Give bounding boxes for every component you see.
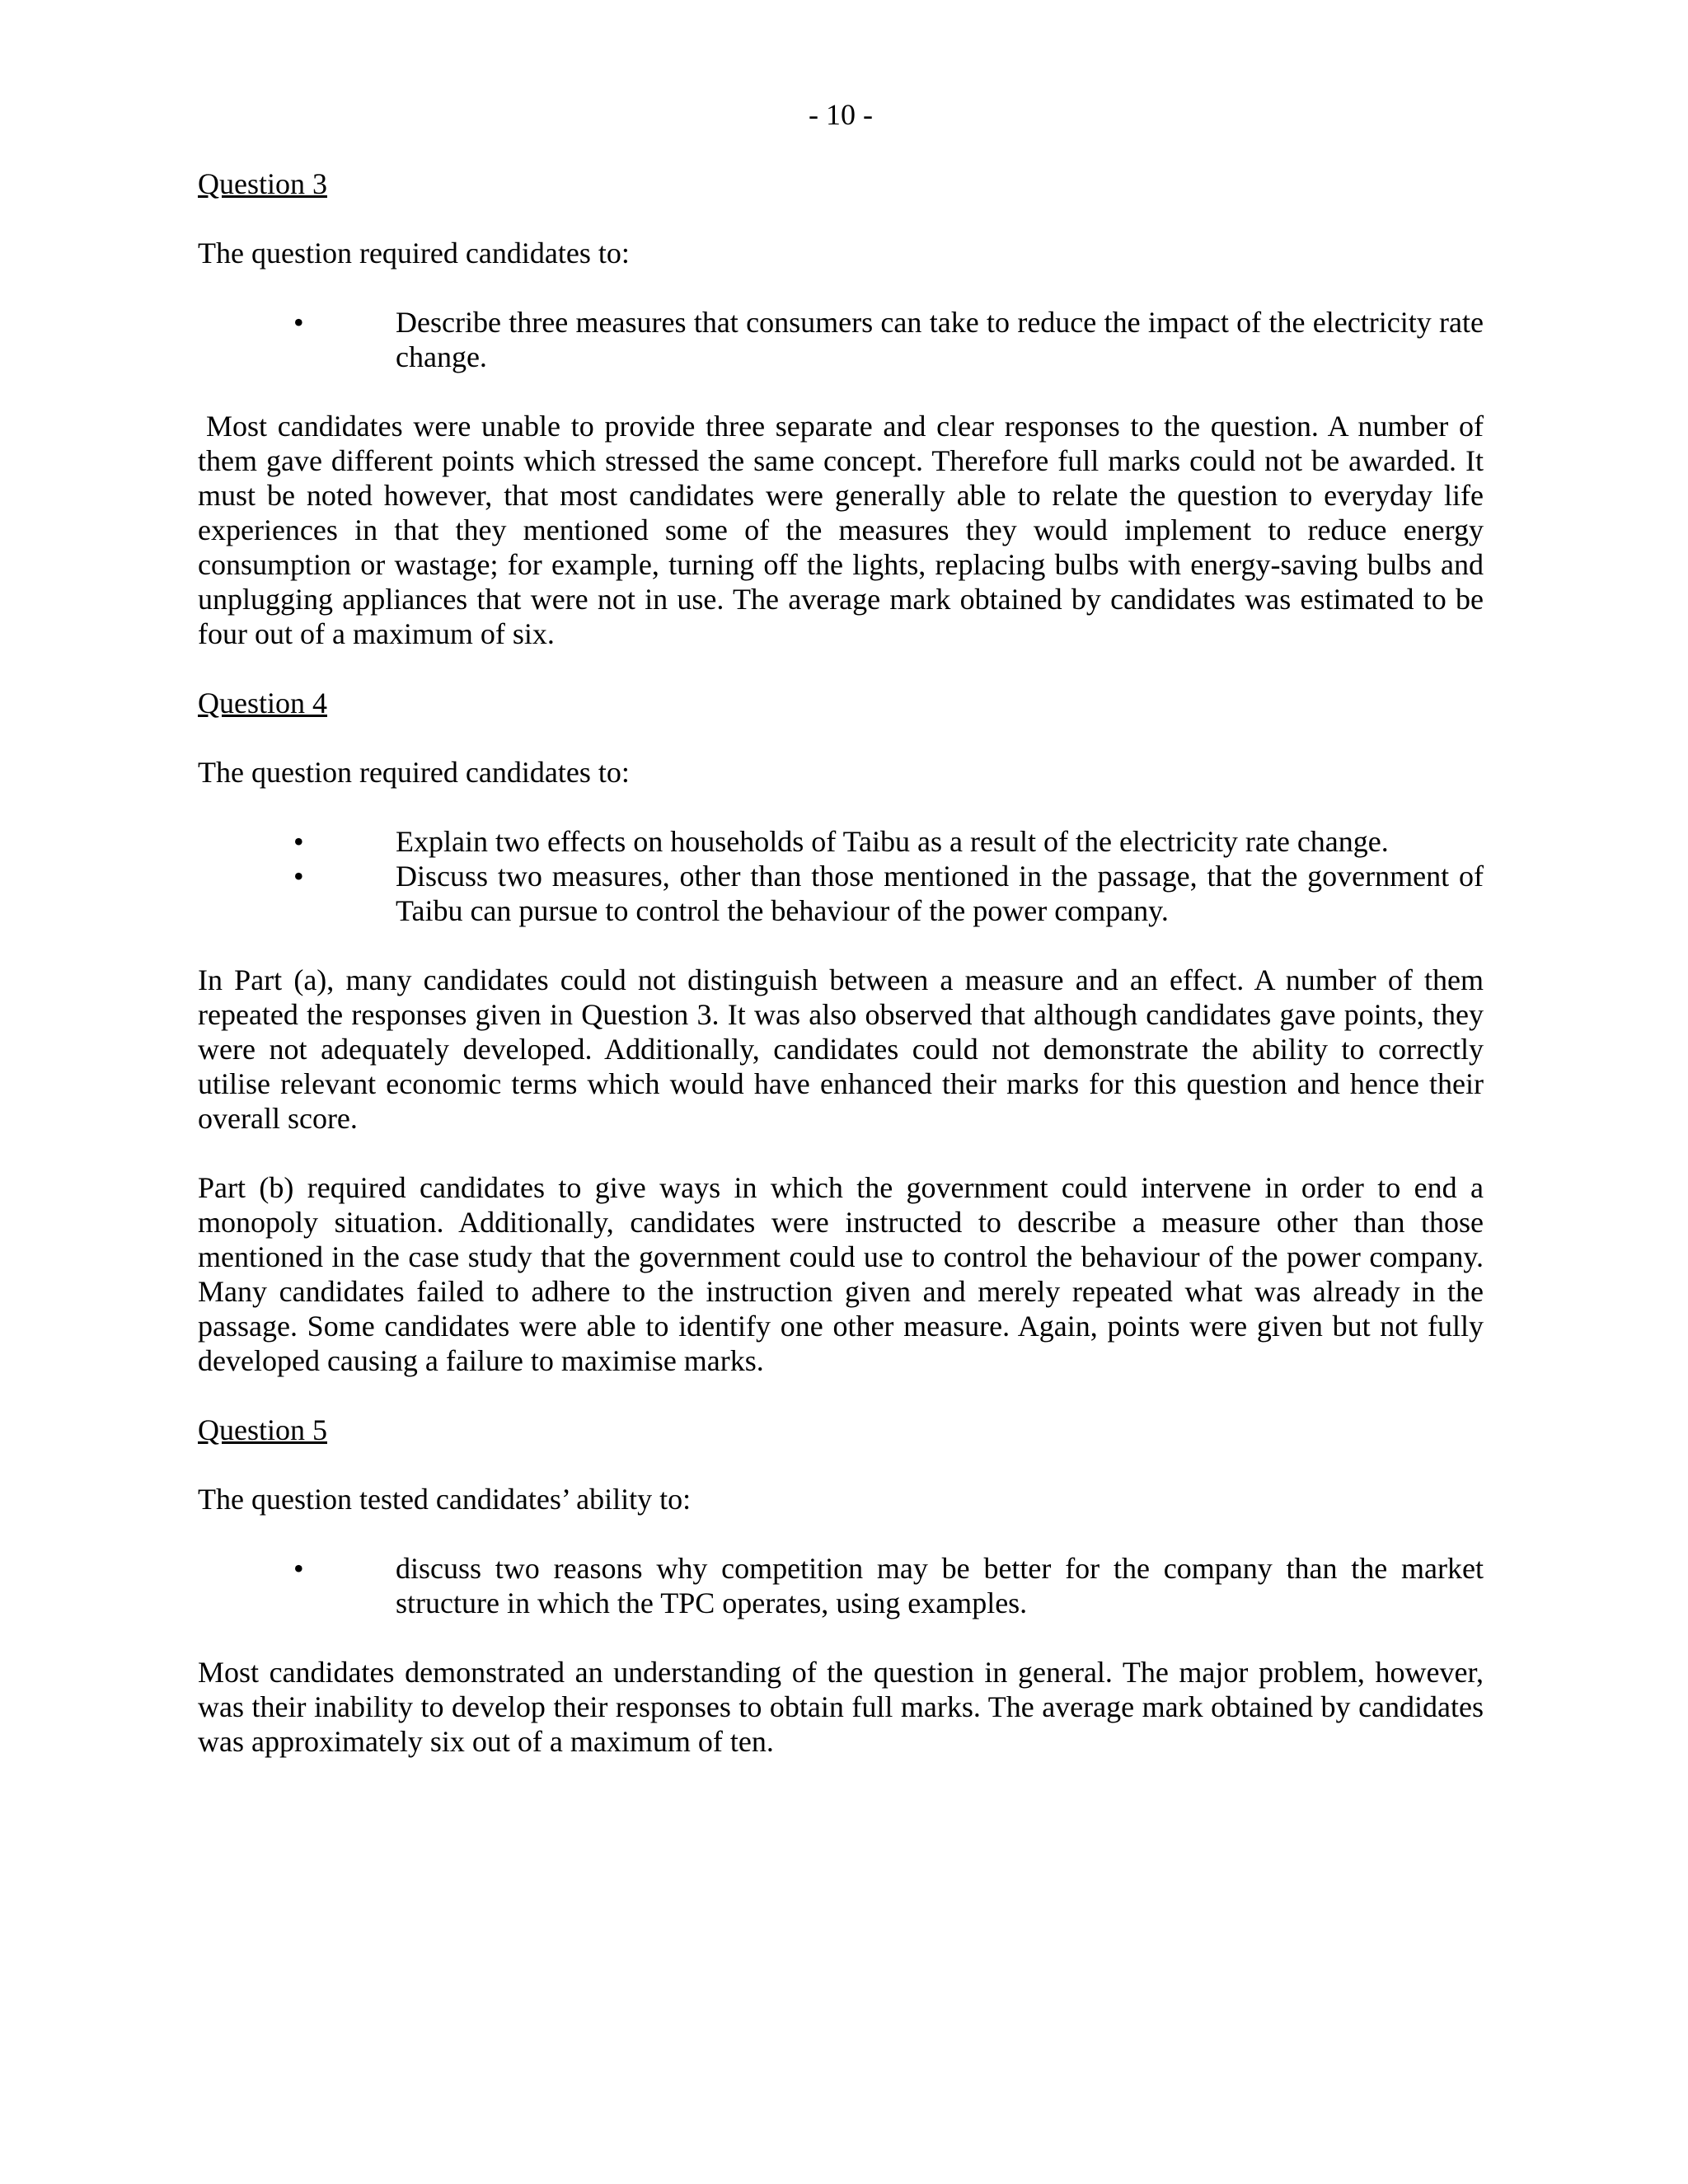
requirement-text: Explain two effects on households of Taibu as a result of the electricity rate change. — [396, 825, 1389, 858]
comment-paragraph: Part (b) required candidates to give ways in which the government could intervene in order to end a monopoly situation. Additionally, candidates were instructed to describe a measure other than those mentioned in the case study that the government could use to control the behaviour of the power company. Many candidates failed to adhere to the instruction given and merely repeated what was already in the passage. Some candidates were able to identify one other measure. Again, points were given but not fully developed causing a failure to maximise marks. — [198, 1171, 1484, 1377]
page-number: - 10 - — [809, 98, 873, 131]
requirement-list — [198, 824, 1484, 928]
bullet-icon: • — [293, 825, 304, 858]
question-intro: The question required candidates to: — [198, 756, 630, 789]
requirement-list — [198, 305, 1484, 374]
requirement-item — [198, 824, 1484, 859]
bullet-icon: • — [293, 860, 304, 893]
requirement-text: Describe three measures that consumers can take to reduce the impact of the electricity rate change. — [396, 306, 1484, 373]
question-intro: The question required candidates to: — [198, 237, 630, 269]
section-question-3 — [198, 166, 1484, 651]
question-intro: The question tested candidates’ ability to: — [198, 1483, 692, 1516]
document-page — [198, 97, 1484, 1759]
requirement-text: discuss two reasons why competition may be better for the company than the market structure in which the TPC operates, using examples. — [396, 1552, 1484, 1619]
question-heading: Question 4 — [198, 687, 327, 719]
requirement-item — [198, 1551, 1484, 1620]
comment-paragraph: Most candidates were unable to provide three separate and clear responses to the question. A number of them gave different points which stressed the same concept. Therefore full marks could not be awarded. It must be noted however, that most candidates were generally able to relate the question to everyday life experiences in that they mentioned some of the measures they would implement to reduce energy consumption or wastage; for example, turning off the lights, replacing bulbs with energy-saving bulbs and unplugging appliances that were not in use. The average mark obtained by candidates was estimated to be four out of a maximum of six. — [198, 410, 1484, 650]
requirement-list — [198, 1551, 1484, 1620]
question-heading: Question 5 — [198, 1413, 327, 1446]
bullet-icon: • — [293, 306, 304, 339]
section-question-5 — [198, 1413, 1484, 1759]
question-heading: Question 3 — [198, 167, 327, 200]
requirement-item — [198, 305, 1484, 374]
bullet-icon: • — [293, 1552, 304, 1585]
requirement-item — [198, 859, 1484, 928]
section-question-4 — [198, 686, 1484, 1378]
comment-paragraph: In Part (a), many candidates could not distinguish between a measure and an effect. A number of them repeated the responses given in Question 3. It was also observed that although candidates gave points, they were not adequately developed. Additionally, candidates could not demonstrate the ability to correctly utilise relevant economic terms which would have enhanced their marks for this question and hence their overall score. — [198, 963, 1484, 1135]
comment-paragraph: Most candidates demonstrated an understanding of the question in general. The major problem, however, was their inability to develop their responses to obtain full marks. The average mark obtained by candidates was approximately six out of a maximum of ten. — [198, 1656, 1484, 1758]
requirement-text: Discuss two measures, other than those mentioned in the passage, that the government of Taibu can pursue to control the behaviour of the power company. — [396, 860, 1484, 927]
